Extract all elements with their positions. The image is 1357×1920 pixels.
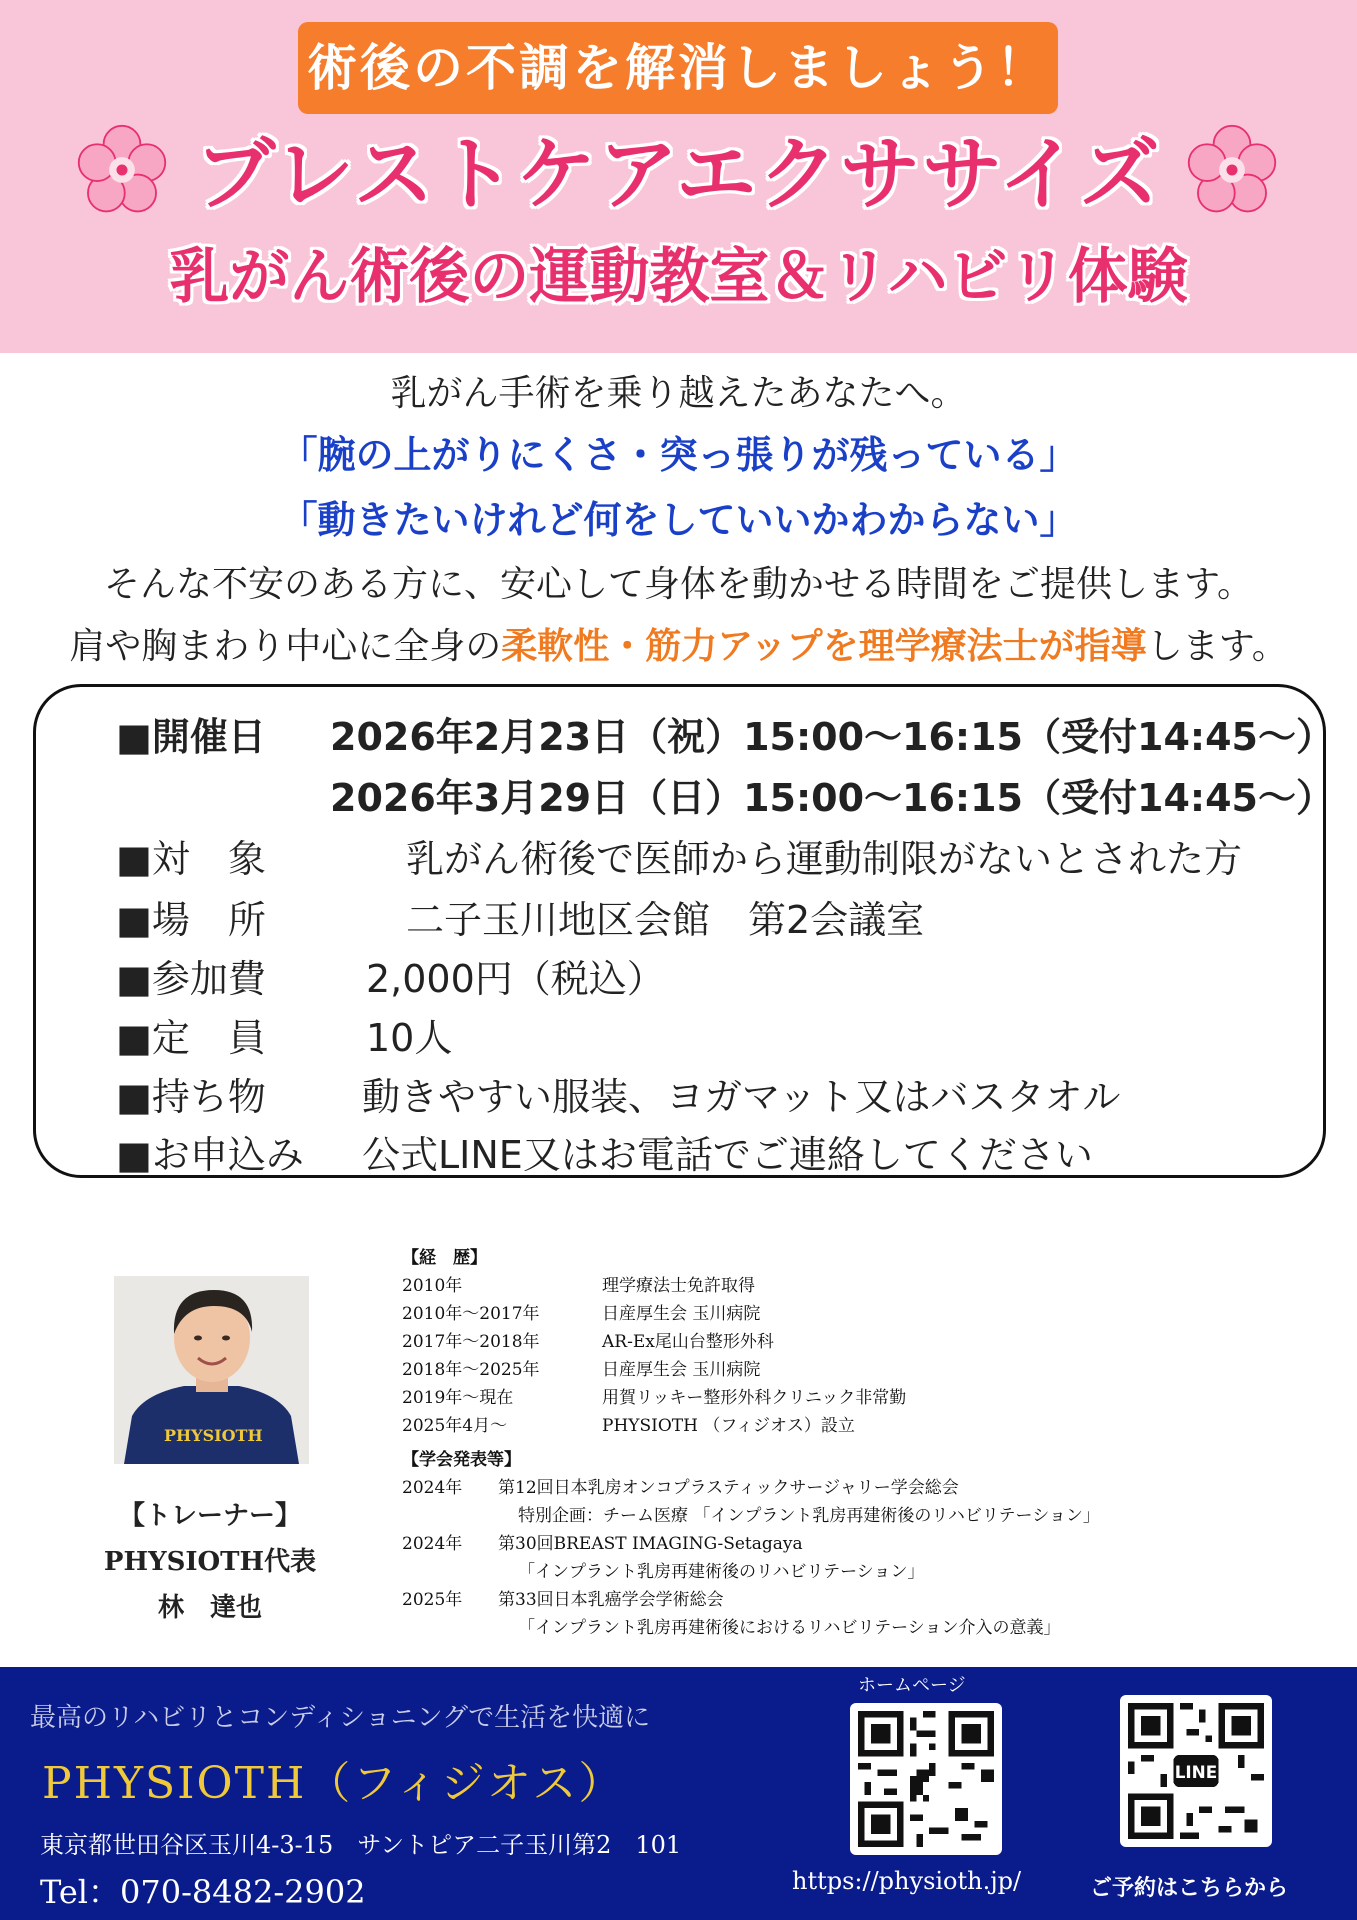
presentations-heading: 【学会発表等】 (402, 1450, 521, 1470)
sakura-flower-icon (76, 124, 168, 216)
detail-label: ■持ち物 (116, 1075, 266, 1119)
presentation-item: 2024年 第12回日本乳房オンコプラスティックサージャリー学会総会 (402, 1478, 959, 1498)
detail-value: 2026年3月29日（日）15:00～16:15（受付14:45～） (330, 776, 1334, 820)
trainer-title: PHYSIOTH代表 (103, 1547, 317, 1577)
intro-line: 乳がん手術を乗り越えたあなたへ。 (390, 373, 967, 414)
detail-value: 公式LINE又はお電話でご連絡してください (362, 1133, 1093, 1177)
detail-value: 動きやすい服装、ヨガマット又はバスタオル (362, 1075, 1121, 1119)
line-qr-code[interactable] (1120, 1695, 1272, 1847)
header-banner (0, 0, 1357, 353)
detail-value: 10人 (366, 1016, 453, 1060)
reservation-label: ご予約はこちらから (1090, 1875, 1289, 1901)
presentation-detail: 「インプラント乳房再建術後のリハビリテーション」 (518, 1562, 925, 1582)
homepage-label: ホームページ (858, 1675, 966, 1696)
detail-label: ■定 員 (116, 1016, 266, 1060)
intro-quote: 「腕の上がりにくさ・突っ張りが残っている」 (279, 433, 1078, 477)
footer-phone: Tel：070-8482-2902 (40, 1873, 366, 1911)
homepage-url-link[interactable]: https://physioth.jp/ (792, 1867, 1022, 1895)
intro-quote: 「動きたいけれど何をしていいかわからない」 (279, 498, 1078, 542)
career-heading: 【経 歴】 (402, 1248, 487, 1268)
career-item: 2017年～2018年 AR-Ex尾山台整形外科 (402, 1332, 774, 1352)
detail-label: ■開催日 (116, 715, 266, 759)
career-item: 2010年 理学療法士免許取得 (402, 1276, 755, 1296)
intro-text: します。 (1146, 626, 1288, 667)
trainer-photo (114, 1276, 309, 1464)
footer-brand-name: PHYSIOTH（フィジオス） (42, 1758, 625, 1809)
intro-line: そんな不安のある方に、安心して身体を動かせる時間をご提供します。 (103, 564, 1254, 605)
detail-value: 2,000円（税込） (366, 957, 665, 1001)
career-item: 2018年～2025年 日産厚生会 玉川病院 (402, 1360, 761, 1380)
main-title: ブレストケアエクササイズ (195, 128, 1162, 221)
event-details-box (33, 684, 1334, 1178)
tagline-banner: 術後の不調を解消しましょう！ (298, 22, 1058, 114)
detail-label: ■対 象 (116, 837, 266, 881)
footer-catchphrase: 最高のリハビリとコンディショニングで生活を快適に (30, 1703, 651, 1733)
presentation-detail: 特別企画：チーム医療 「インプラント乳房再建術後のリハビリテーション」 (518, 1506, 1100, 1526)
detail-value: 2026年2月23日（祝）15:00～16:15（受付14:45～） (330, 715, 1334, 759)
detail-label: ■場 所 (116, 898, 266, 942)
presentation-item: 2025年 第33回日本乳癌学会学術総会 (402, 1590, 724, 1610)
career-section (402, 1244, 1332, 1642)
presentation-item: 2024年 第30回BREAST IMAGING-Setagaya (402, 1534, 803, 1554)
line-qr-label: LINE (1174, 1762, 1218, 1783)
sub-title: 乳がん術後の運動教室＆リハビリ体験 (169, 242, 1188, 312)
intro-highlight: 柔軟性・筋力アップを理学療法士が指導 (501, 626, 1147, 667)
footer-banner (0, 1667, 1357, 1920)
intro-text: 肩や胸まわり中心に全身の (69, 626, 502, 667)
detail-value: 乳がん術後で医師から運動制限がないとされた方 (406, 837, 1243, 881)
intro-line (0, 617, 1357, 677)
career-item: 2025年4月～ PHYSIOTH （フィジオス）設立 (402, 1416, 855, 1436)
presentation-detail: 「インプラント乳房再建術後におけるリハビリテーション介入の意義」 (518, 1618, 1061, 1638)
detail-label: ■参加費 (116, 957, 266, 1001)
trainer-name: 林 達也 (157, 1593, 262, 1623)
homepage-qr-code[interactable] (850, 1703, 1002, 1855)
footer-address: 東京都世田谷区玉川4-3-15 サントピア二子玉川第2 101 (40, 1831, 682, 1859)
shirt-logo-text: PHYSIOTH (164, 1426, 263, 1445)
trainer-role: 【トレーナー】 (118, 1501, 301, 1531)
detail-label: ■お申込み (116, 1133, 304, 1177)
career-item: 2010年～2017年 日産厚生会 玉川病院 (402, 1304, 761, 1324)
career-item: 2019年～現在 用賀リッキー整形外科クリニック非常勤 (402, 1388, 907, 1408)
sakura-flower-icon (1186, 124, 1278, 216)
detail-value: 二子玉川地区会館 第2会議室 (406, 898, 925, 942)
